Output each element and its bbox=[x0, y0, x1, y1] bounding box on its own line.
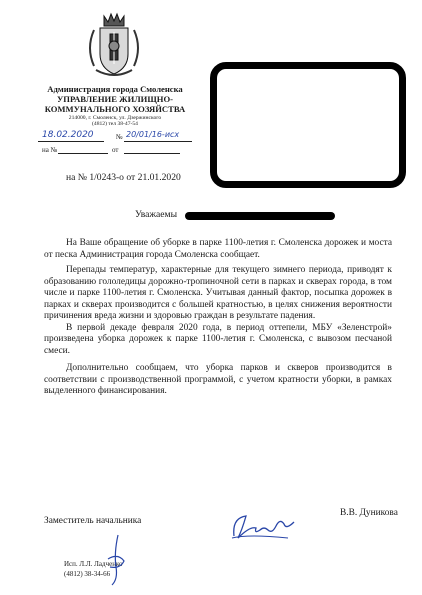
ot-label: от bbox=[112, 146, 119, 154]
redacted-addressee-name bbox=[185, 212, 335, 220]
letter-body bbox=[44, 238, 392, 398]
org-address: 214000, г. Смоленск, ул. Дзержинского bbox=[68, 115, 162, 121]
executor-name: Исп. Л.Л. Ладченко bbox=[64, 560, 123, 568]
coat-of-arms-emblem bbox=[84, 8, 144, 80]
org-name-line3: КОММУНАЛЬНОГО ХОЗЯЙСТВА bbox=[44, 104, 186, 114]
handwritten-date: 18.02.2020 bbox=[42, 130, 94, 140]
body-paragraph-3: В первой декаде февраля 2020 года, в период оттепели, МБУ «Зеленстрой» произведена уборка дорожек к парке 1100-летия г. Смоленска, с вывозом песчаной смеси. bbox=[44, 322, 392, 356]
org-phone: (4812) тел 38-47-54 bbox=[92, 121, 138, 127]
incoming-ref-line bbox=[36, 144, 196, 156]
org-name-line2: УПРАВЛЕНИЕ ЖИЛИЩНО- bbox=[56, 94, 174, 104]
body-paragraph-4: Дополнительно сообщаем, что уборка парков и скверов производится в соответствии с производственной программой, с учетом кратности уборки, в рамках выделенного финансирования. bbox=[44, 363, 392, 396]
body-paragraph-1: На Ваше обращение об уборке в парке 1100-летия г. Смоленска дорожек и моста от песка Администрация города Смоленска сообщает. bbox=[44, 238, 392, 260]
signer-name: В.В. Дуникова bbox=[340, 508, 398, 518]
org-name-line1: Администрация города Смоленска bbox=[47, 84, 183, 94]
signer-position: Заместитель начальника bbox=[44, 516, 142, 526]
na-label: на № bbox=[42, 146, 58, 154]
executor-initials-mark bbox=[104, 533, 128, 587]
body-paragraph-2: Перепады температур, характерные для текущего зимнего периода, приводят к образованию гололедицы дорожно-тропиночной сети в парках и скверах города, в том числе и парке 1100-летия г. Смоленска. Учитывая данный фактор, посыпка дорожек в парках и скверах производится с большей кратностью, в целях снижения вероятности причинения вреда жизни и здоровью граждан в результате падения. bbox=[44, 265, 392, 321]
salutation: Уважаемы bbox=[135, 209, 178, 220]
redacted-addressee-box bbox=[210, 62, 406, 188]
handwritten-signature bbox=[228, 508, 298, 542]
date-number-line bbox=[36, 130, 196, 144]
number-prefix: № bbox=[116, 133, 123, 141]
handwritten-number: 20/01/16-исх bbox=[126, 130, 180, 139]
executor-phone: (4812) 38-34-66 bbox=[64, 570, 111, 578]
reference-line: на № 1/0243-о от 21.01.2020 bbox=[66, 172, 181, 183]
